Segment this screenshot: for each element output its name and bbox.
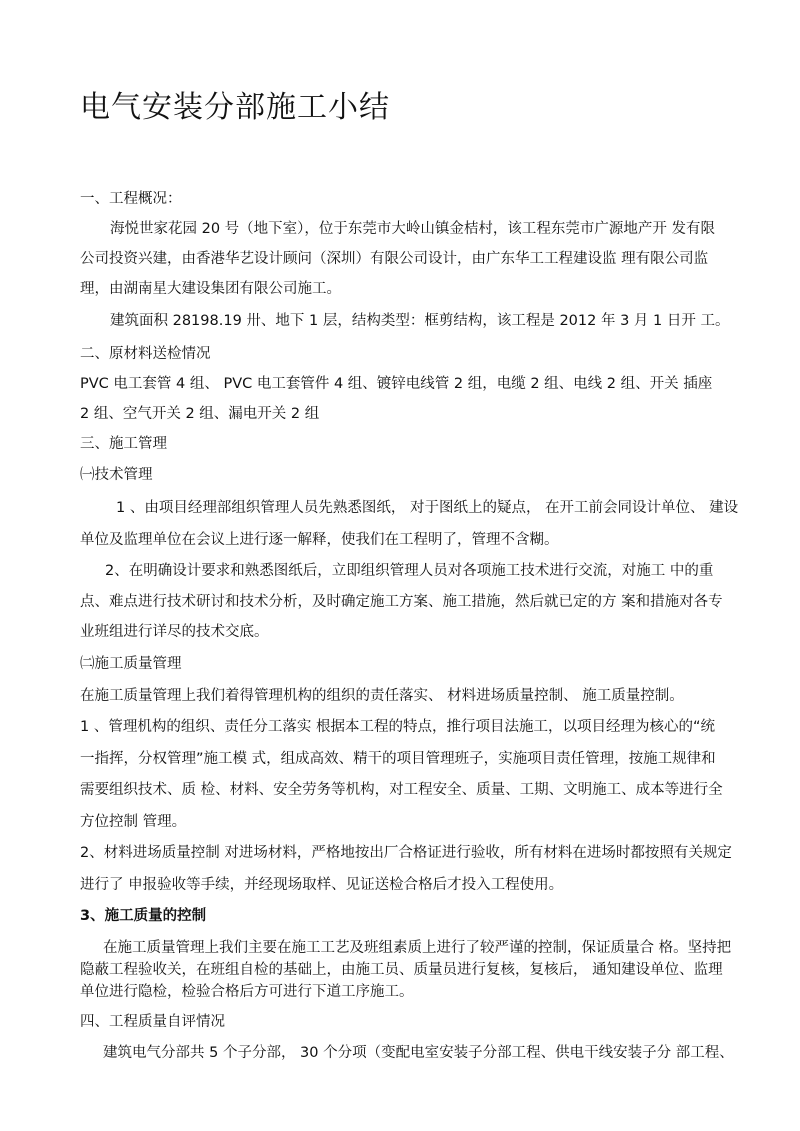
paragraph-line: 海悦世家花园 20 号（地下室），位于东莞市大岭山镇金桔村，该工程东莞市广源地产开 发有限 xyxy=(110,221,716,237)
paragraph-line: PVC 电工套管 4 组、 PVC 电工套管件 4 组、镀锌电线管 2 组，电缆 2 组、电线 2 组、开关 插座 xyxy=(80,376,713,392)
paragraph-line: 业班组进行详尽的技术交底。 xyxy=(80,624,269,640)
paragraph-line: 单位进行隐检，检验合格后方可进行下道工序施工。 xyxy=(80,984,414,1000)
paragraph-line: 方位控制 管理。 xyxy=(80,814,187,830)
paragraph-line: 2、材料进场质量控制 对进场材料，严格地按出厂合格证进行验收，所有材料在进场时都按照有关规定 xyxy=(80,845,732,861)
subsection-heading-quality: ㈡施工质量管理 xyxy=(80,656,182,672)
paragraph-line: 点、难点进行技术研讨和技术分析，及时确定施工方案、施工措施，然后就已定的方 案和措施对各专 xyxy=(80,594,723,610)
paragraph-line: 单位及监理单位在会议上进行逐一解释，使我们在工程明了，管理不含糊。 xyxy=(80,532,559,548)
paragraph-line: 隐蔽工程验收关，在班组自检的基础上，由施工员、质量员进行复核，复核后， 通知建设单位、监理 xyxy=(80,962,723,978)
paragraph-line: 需要组织技术、质 检、材料、安全劳务等机构，对工程安全、质量、工期、文明施工、成本等进行全 xyxy=(80,782,723,798)
section-heading-management: 三、施工管理 xyxy=(80,436,167,452)
paragraph-line: 建筑电气分部共 5 个子分部， 30 个分项（变配电室安装子分部工程、供电干线安装子分 部工程、 xyxy=(103,1045,734,1061)
paragraph-line: 1 、由项目经理部组织管理人员先熟悉图纸， 对于图纸上的疑点， 在开工前会同设计单位、 建设 xyxy=(116,500,739,516)
section-heading-self-evaluation: 四、工程质量自评情况 xyxy=(80,1014,225,1030)
subsection-heading-tech: ㈠技术管理 xyxy=(80,467,153,483)
paragraph-line: 进行了 申报验收等手续，并经现场取样、见证送检合格后才投入工程使用。 xyxy=(80,877,564,893)
paragraph-line: 2 组、空气开关 2 组、漏电开关 2 组 xyxy=(80,406,320,422)
section-heading-overview: 一、工程概况： xyxy=(80,191,182,207)
paragraph-line: 3、施工质量的控制 xyxy=(80,908,207,924)
paragraph-line: 建筑面积 28198.19 卅、地下 1 层，结构类型：框剪结构，该工程是 2012 年 3 月 1 日开 工。 xyxy=(110,313,730,329)
paragraph-line: 一指挥，分权管理”施工模 式，组成高效、精干的项目管理班子，实施项目责任管理，按施工规律和 xyxy=(80,751,716,767)
paragraph-line: 2、在明确设计要求和熟悉图纸后，立即组织管理人员对各项施工技术进行交流，对施工 中的重 xyxy=(105,563,714,579)
paragraph-line: 1 、管理机构的组织、责任分工落实 根据本工程的特点，推行项目法施工，以项目经理为核心的“统 xyxy=(80,719,715,735)
paragraph-line: 在施工质量管理上我们着得管理机构的组织的责任落实、 材料进场质量控制、 施工质量控制。 xyxy=(80,688,684,704)
paragraph-line: 理，由湖南星大建设集团有限公司施工。 xyxy=(80,281,341,297)
paragraph-line: 公司投资兴建，由香港华艺设计顾问（深圳）有限公司设计，由广东华工工程建设监 理有限公司监 xyxy=(80,251,709,267)
paragraph-line: 在施工质量管理上我们主要在施工工艺及班组素质上进行了较严谨的控制，保证质量合 格。坚持把 xyxy=(103,940,732,956)
document-title: 电气安装分部施工小结 xyxy=(80,90,390,125)
section-heading-materials: 二、原材料送检情况 xyxy=(80,346,211,362)
